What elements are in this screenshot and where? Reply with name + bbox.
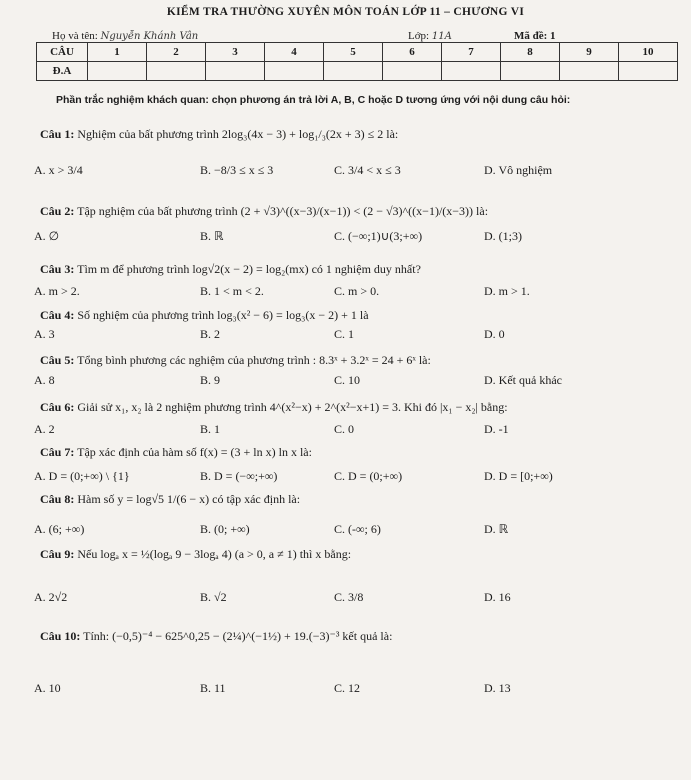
- option-c[interactable]: C. 12: [334, 681, 361, 695]
- answer-cell[interactable]: [619, 62, 678, 81]
- option-b[interactable]: B. √2: [200, 590, 227, 604]
- class-value: 11A: [431, 31, 452, 42]
- option-a[interactable]: A. ∅: [34, 229, 60, 243]
- option-b[interactable]: B. −8/3 ≤ x ≤ 3: [200, 163, 274, 177]
- question-8: [40, 492, 300, 507]
- answer-table: [36, 42, 678, 81]
- question-9: [40, 547, 351, 562]
- answer-cell[interactable]: [324, 62, 383, 81]
- question-number: 8: [501, 43, 560, 62]
- option-b[interactable]: B. ℝ: [200, 229, 224, 243]
- question-label: Câu 9:: [40, 547, 75, 561]
- option-d[interactable]: D. 16: [484, 590, 511, 604]
- option-c[interactable]: C. (-∞; 6): [334, 522, 381, 536]
- option-d[interactable]: D. m > 1.: [484, 284, 530, 298]
- question-text: Tìm m để phương trình log√2(x − 2) = log₂(mx) có 1 nghiệm duy nhất?: [77, 262, 421, 276]
- option-c[interactable]: C. 3/4 < x ≤ 3: [334, 163, 401, 177]
- question-text: Số nghiệm của phương trình log₃(x² − 6) = log₃(x − 2) + 1 là: [77, 308, 369, 322]
- answer-cell[interactable]: [501, 62, 560, 81]
- question-7: [40, 445, 312, 460]
- option-b[interactable]: B. 1: [200, 422, 221, 436]
- exam-code-label: Mã đề:: [514, 30, 548, 42]
- option-a[interactable]: A. (6; +∞): [34, 522, 85, 536]
- option-b[interactable]: B. 1 < m < 2.: [200, 284, 264, 298]
- question-label: Câu 10:: [40, 629, 81, 643]
- question-number: 2: [147, 43, 206, 62]
- answer-cell[interactable]: [206, 62, 265, 81]
- answer-cell[interactable]: [88, 62, 147, 81]
- question-number: 4: [265, 43, 324, 62]
- question-4: [40, 308, 369, 323]
- option-c[interactable]: C. (−∞;1)∪(3;+∞): [334, 229, 423, 243]
- option-d[interactable]: D. D = [0;+∞): [484, 469, 553, 483]
- answer-cell[interactable]: [265, 62, 324, 81]
- option-c[interactable]: C. 1: [334, 327, 355, 341]
- option-d[interactable]: D. 0: [484, 327, 505, 341]
- class-label: Lớp: [408, 30, 427, 42]
- question-number: 5: [324, 43, 383, 62]
- option-a[interactable]: A. 8: [34, 373, 55, 387]
- name-label: Họ và tên:: [52, 30, 98, 42]
- option-b[interactable]: B. (0; +∞): [200, 522, 250, 536]
- row-label-cau: CÂU: [37, 43, 88, 62]
- option-a[interactable]: A. m > 2.: [34, 284, 80, 298]
- answer-cell[interactable]: [383, 62, 442, 81]
- question-label: Câu 7:: [40, 445, 75, 459]
- question-number: 9: [560, 43, 619, 62]
- question-text: Tập xác định của hàm số f(x) = (3 + ln x) ln x là:: [77, 445, 312, 459]
- option-a[interactable]: A. x > 3/4: [34, 163, 83, 177]
- question-text: Hàm số y = log√5 1/(6 − x) có tập xác định là:: [77, 492, 301, 506]
- question-number: 10: [619, 43, 678, 62]
- option-c[interactable]: C. 10: [334, 373, 361, 387]
- question-label: Câu 6:: [40, 400, 75, 414]
- question-3: [40, 262, 421, 277]
- option-d[interactable]: D. Vô nghiệm: [484, 163, 553, 177]
- question-label: Câu 2:: [40, 204, 75, 218]
- question-number: 1: [88, 43, 147, 62]
- option-d[interactable]: D. (1;3): [484, 229, 522, 243]
- option-c[interactable]: C. m > 0.: [334, 284, 380, 298]
- option-a[interactable]: A. D = (0;+∞) \ {1}: [34, 469, 130, 483]
- exam-title: KIỂM TRA THƯỜNG XUYÊN MÔN TOÁN LỚP 11 – CHƯƠNG VI: [166, 6, 525, 18]
- question-10: [40, 629, 392, 644]
- answer-cell[interactable]: [147, 62, 206, 81]
- question-text: Tổng bình phương các nghiệm của phương trình : 8.3ˣ + 3.2ˣ = 24 + 6ˣ là:: [77, 353, 431, 367]
- question-text: Nghiệm của bất phương trình 2log₃(4x − 3) + log₁/₃(2x + 3) ≤ 2 là:: [77, 127, 399, 141]
- option-d[interactable]: D. ℝ: [484, 522, 509, 536]
- question-number: 6: [383, 43, 442, 62]
- question-label: Câu 1:: [40, 127, 75, 141]
- question-label: Câu 8:: [40, 492, 75, 506]
- option-b[interactable]: B. 2: [200, 327, 221, 341]
- question-text: Nếu logₐ x = ½(logₐ 9 − 3logₐ 4) (a > 0, a ≠ 1) thì x bằng:: [77, 547, 352, 561]
- question-1: [40, 127, 398, 142]
- question-label: Câu 3:: [40, 262, 75, 276]
- row-label-da: Đ.A: [37, 62, 88, 81]
- student-name: Nguyễn Khánh Vân: [100, 31, 199, 42]
- option-d[interactable]: D. Kết quả khác: [484, 373, 562, 387]
- instructions: Phần trắc nghiệm khách quan: chọn phương án trả lời A, B, C hoặc D tương ứng với nội dung câu hỏi:: [56, 94, 571, 106]
- student-info-row: Họ và tên: Nguyễn Khánh Vân Lớp: 11A Mã đề: 1: [52, 30, 556, 42]
- option-b[interactable]: B. 9: [200, 373, 221, 387]
- option-c[interactable]: C. 3/8: [334, 590, 364, 604]
- option-a[interactable]: A. 10: [34, 681, 61, 695]
- option-b[interactable]: B. D = (−∞;+∞): [200, 469, 278, 483]
- option-d[interactable]: D. 13: [484, 681, 511, 695]
- option-c[interactable]: C. 0: [334, 422, 355, 436]
- option-a[interactable]: A. 2: [34, 422, 55, 436]
- question-2: [40, 204, 488, 219]
- question-number: 7: [442, 43, 501, 62]
- answer-cell[interactable]: [560, 62, 619, 81]
- question-text: Tập nghiệm của bất phương trình (2 + √3)^((x−3)/(x−1)) < (2 − √3)^((x−1)/(x−3)) là:: [77, 204, 489, 218]
- option-b[interactable]: B. 11: [200, 681, 226, 695]
- answer-cell[interactable]: [442, 62, 501, 81]
- question-text: Giải sử x₁, x₂ là 2 nghiệm phương trình 4^(x²−x) + 2^(x²−x+1) = 3. Khi đó |x₁ − x₂| bằng:: [77, 400, 508, 414]
- question-5: [40, 353, 431, 368]
- option-c[interactable]: C. D = (0;+∞): [334, 469, 403, 483]
- question-label: Câu 5:: [40, 353, 75, 367]
- question-number: 3: [206, 43, 265, 62]
- exam-code-value: 1: [550, 30, 556, 42]
- question-text: Tính: (−0,5)⁻⁴ − 625^0,25 − (2¼)^(−1½) + 19.(−3)⁻³ kết quả là:: [83, 629, 393, 643]
- question-label: Câu 4:: [40, 308, 75, 322]
- option-a[interactable]: A. 2√2: [34, 590, 68, 604]
- answer-table-header-row: [37, 43, 678, 62]
- question-6: [40, 400, 508, 415]
- option-d[interactable]: D. -1: [484, 422, 509, 436]
- answer-table-answer-row: [37, 62, 678, 81]
- option-a[interactable]: A. 3: [34, 327, 55, 341]
